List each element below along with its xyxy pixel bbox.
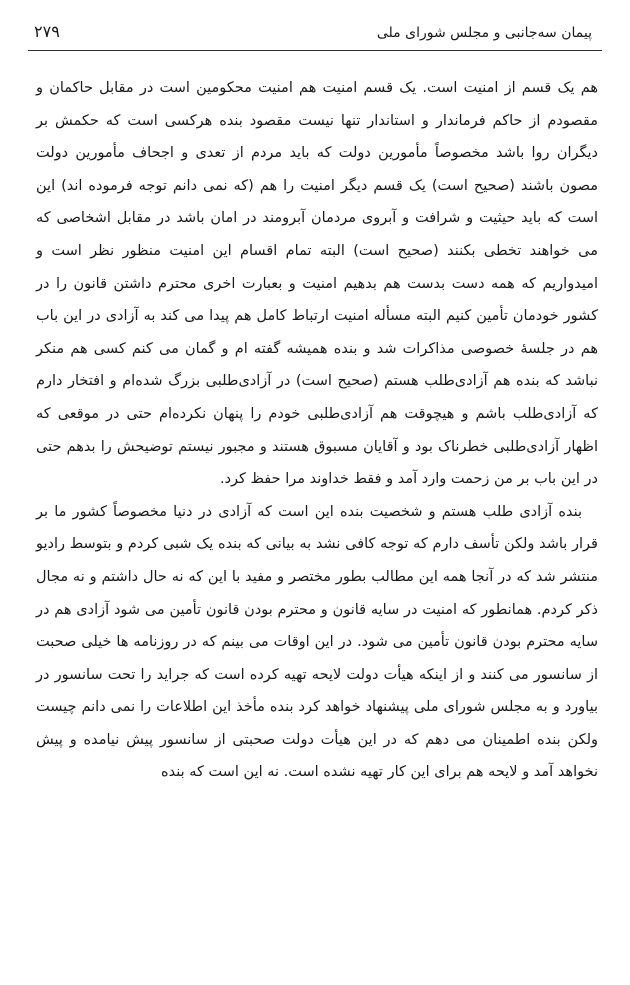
paragraph: بنده آزادی طلب هستم و شخصیت بنده این است که آزادی در دنیا مخصوصاً کشور ما بر قرار باشد ولکن تأسف دارم که توجه کافی نشد به بیانی که بنده یک شبی کردم و بتوسط رادیو منتشر شد که در آنجا همه این مطالب بطور مختصر و مفید با این که نه حال داشتم و نه مجال ذکر کردم. همانطور که امنیت در سایه قانون و محترم بودن قانون تأمین می شود آزادی هم در سایه محترم بودن قانون تأمین می شود. در این اوقات می بینم که در روزنامه ها خیلی صحبت از سانسور می کنند و از اینکه هیأت دولت لایحه تهیه کرده است که جراید را تحت سانسور در بیاورد و به مجلس شورای ملی پیشنهاد خواهد کرد بنده مأخذ این اطلاعات را نمی دانم چیست ولکن بنده اطمینان می دهم که در این هیأت دولت صحبتی از سانسور پیش نیامده و پیش نخواهد آمد و لایحه هم برای این کار تهیه نشده است. نه این است که بنده (36, 503, 598, 781)
paragraph: هم یک قسم از امنیت است. یک قسم امنیت هم امنیت محکومین است در مقابل حاکمان و مقصودم از حاکم فرماندار و استاندار تنها نیست مقصود بنده هرکسی است که حکمش بر دیگران روا باشد مخصوصاً مأمورین دولت که باید مردم از تعدی و اجحاف مأمورین دولت مصون باشند (صحیح است) یک قسم دیگر امنیت را هم (که نمی دانم توجه فرموده اند) این است که باید حیثیت و شرافت و آبروی مردمان آبرومند در امان باشد در مقابل اشخاصی که می خواهند تخطی بکنند (صحیح است) البته تمام اقسام این امنیت منظور نظر است و امیدواریم که همه دست بدست هم بدهیم امنیت و بعبارت اخری محترم داشتن قانون را در کشور خودمان تأمین کنیم البته مسأله امنیت ارتباط کامل هم پیدا می کند به آزادی در این باب هم در جلسهٔ خصوصی مذاکرات شد و بنده همیشه گفته ام و گمان می کنم کسی هم منکر نباشد که بنده هم آزادی‌طلب هستم (صحیح است) در آزادی‌طلبی بزرگ شده‌ام و افتخار دارم که آزادی‌طلب باشم و هیچوقت هم آزادی‌طلبی خودم را پنهان نکرده‌ام حتی در موقعی که اظهار آزادی‌طلبی خطرناک بود و آقایان مسبوق هستند و مجبور نیستم توضیحش را بدهم حتی در این باب بر من زحمت وارد آمد و فقط خداوند مرا حفظ کرد. (36, 80, 598, 488)
header-rule (28, 50, 602, 51)
page-header (28, 20, 602, 48)
page-number: ۲۷۹ (34, 22, 60, 41)
running-head: پیمان سه‌جانبی و مجلس شورای ملی (376, 25, 592, 41)
body-text (36, 72, 598, 789)
